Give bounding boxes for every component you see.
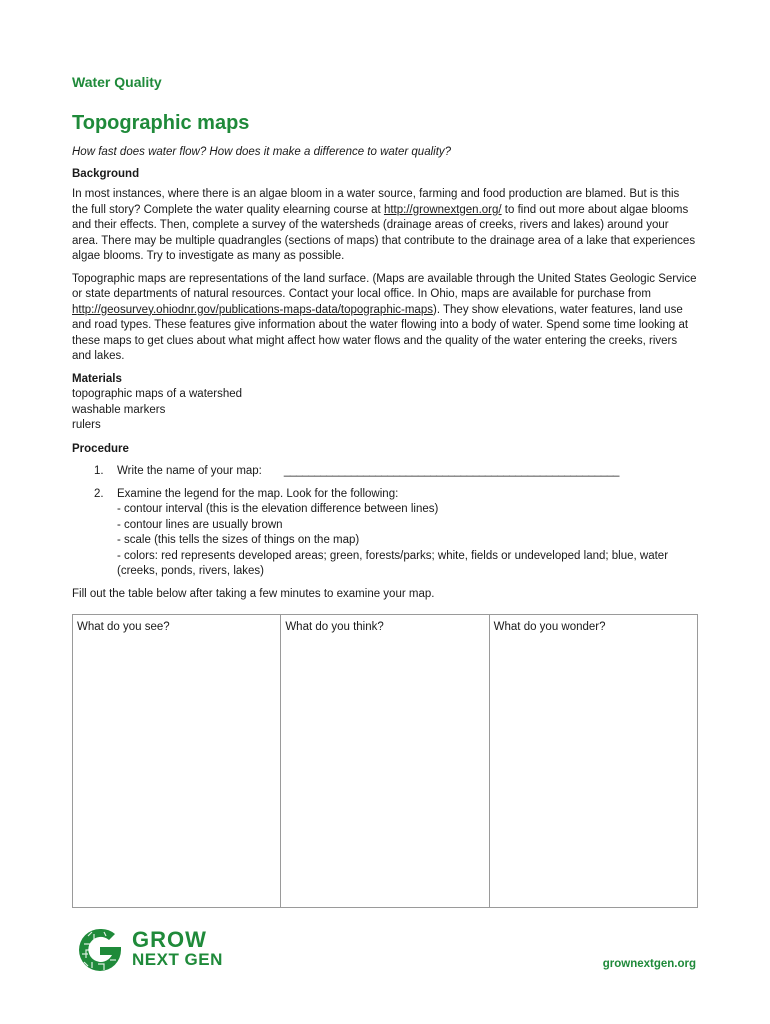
- list-item: topographic maps of a watershed: [72, 388, 243, 400]
- legend-item: - colors: red represents developed areas; green, forests/parks; white, fields or undeveloped land; blue, water (creeks, ponds, rivers, lakes): [117, 549, 669, 577]
- map-name-blank[interactable]: _______________________________________________________: [283, 465, 620, 477]
- list-item: rulers: [72, 419, 101, 431]
- background-paragraph-1: [72, 187, 698, 265]
- column-header: What do you think?: [285, 621, 384, 633]
- legend-item: - contour interval (this is the elevation difference between lines): [117, 503, 439, 515]
- logo-wordmark: [132, 927, 223, 970]
- legend-item: - scale (this tells the sizes of things on the map): [117, 534, 360, 546]
- background-p1-text-b: to find out more about algae blooms and their effects. Then, complete a survey of the watersheds (drainage areas of creeks, rivers and lakes) around your area. There may be multiple quadrangles (sections of maps) that contribute to the drainage area of a lake that experiences algae blooms. Try to investigate as many as possible.: [72, 203, 696, 262]
- background-p2-text-b: ). They show elevations, water features, land use and road types. These features give information about the water flowing into a body of water. Spend some time looking at these maps to get clues about what might affect how water flows and the quality of the water entering the creeks, rivers and lakes.: [72, 303, 689, 362]
- list-item: washable markers: [72, 403, 166, 416]
- table-intro: Fill out the table below after taking a few minutes to examine your map.: [72, 587, 435, 600]
- column-header: What do you wonder?: [493, 621, 606, 633]
- step-number: 2.: [94, 487, 104, 500]
- step-1-text: Write the name of your map:: [117, 465, 262, 477]
- background-heading: Background: [72, 167, 140, 180]
- table-column-wonder[interactable]: [490, 615, 697, 907]
- logo-line-2: NEXT GEN: [132, 950, 223, 969]
- step-2-text: Examine the legend for the map. Look for the following:: [117, 487, 399, 500]
- grownextgen-link[interactable]: http://grownextgen.org/: [383, 203, 502, 216]
- background-p1-text-a: In most instances, where there is an algae bloom in a water source, farming and food production are blamed. But is this the full story? Complete the water quality elearning course at: [72, 188, 680, 216]
- background-paragraph-2: [72, 272, 698, 365]
- procedure-heading: Procedure: [72, 442, 129, 455]
- grow-next-gen-logo: [76, 926, 223, 974]
- materials-list: [72, 387, 698, 434]
- logo-line-1: GROW: [132, 927, 207, 952]
- section-label: Water Quality: [72, 74, 162, 90]
- geosurvey-link[interactable]: http://geosurvey.ohiodnr.gov/publications-maps-data/topographic-maps: [72, 303, 433, 316]
- materials-heading: Materials: [72, 372, 122, 385]
- background-p2-text-a: Topographic maps are representations of the land surface. (Maps are available through the United States Geologic Service or state departments of natural resources. Contact your local office. In Ohio, maps are available for purchase from: [72, 272, 697, 300]
- guiding-question: How fast does water flow? How does it make a difference to water quality?: [72, 146, 452, 158]
- procedure-step-2: [72, 487, 698, 580]
- document-body: [72, 145, 698, 609]
- page-title: Topographic maps: [72, 112, 250, 134]
- observation-table: [72, 614, 698, 908]
- column-header: What do you see?: [77, 621, 170, 633]
- legend-items: [117, 502, 698, 580]
- procedure-list: [72, 464, 698, 580]
- footer-url[interactable]: grownextgen.org: [602, 958, 696, 970]
- legend-item: - contour lines are usually brown: [117, 518, 283, 531]
- step-number: 1.: [94, 465, 104, 477]
- procedure-step-1: [72, 464, 698, 480]
- table-column-think[interactable]: [281, 615, 489, 907]
- g-map-logo-icon: [76, 926, 124, 974]
- table-column-see[interactable]: [73, 615, 281, 907]
